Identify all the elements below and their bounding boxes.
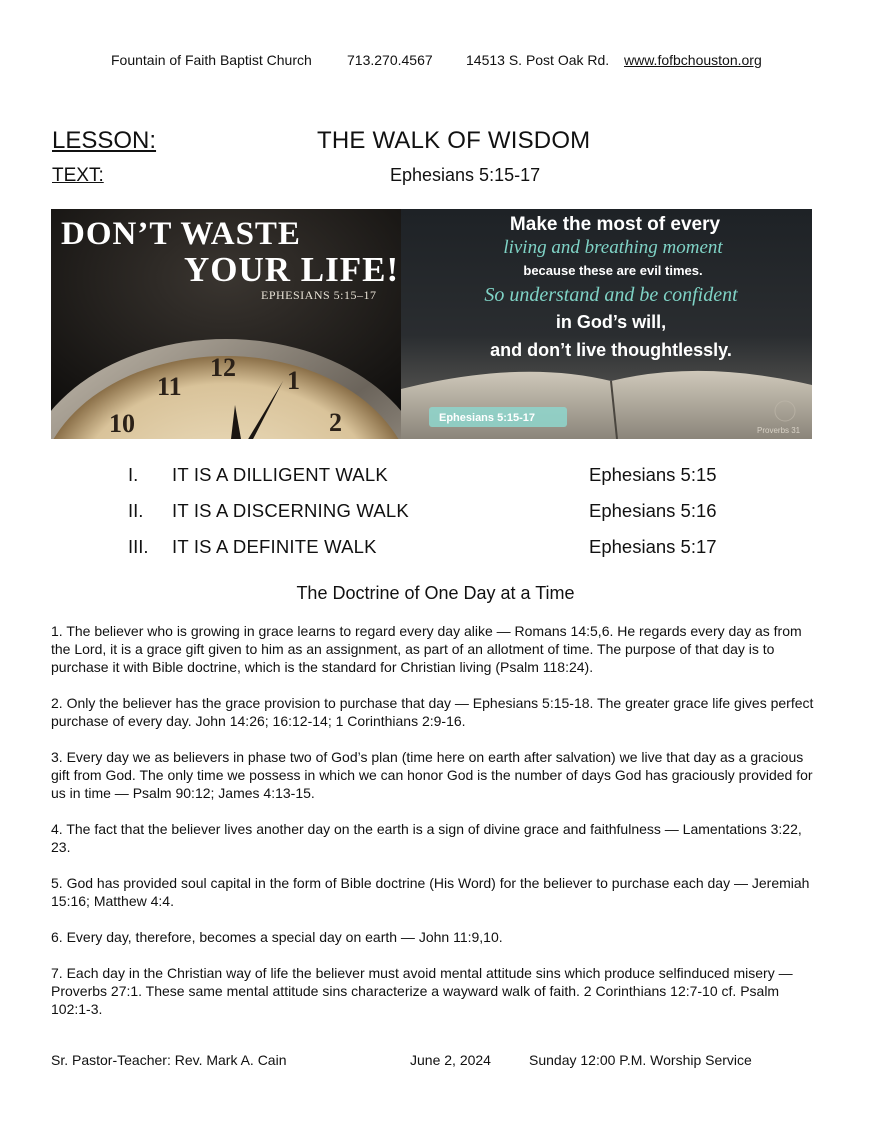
church-phone: 713.270.4567 [347,52,433,68]
verse-line-4: So understand and be confident [484,284,738,306]
footer-date: June 2, 2024 [410,1052,491,1068]
point-reference: Ephesians 5:15 [589,464,717,485]
open-bible-pages [401,371,812,439]
church-address: 14513 S. Post Oak Rd. [466,52,610,68]
doctrine-item: 1. The believer who is growing in grace learns to regard every day alike — Romans 14:5,6. He regards every day as from the Lord, it is a grace gift given to him as an assignment, as part of an allotment of time. The purpose of that day is to purchase it with Bible doctrine, which is the standard for Christian living (Psalm 118:24). [51,623,802,675]
footer-pastor: Sr. Pastor-Teacher: Rev. Mark A. Cain [51,1052,287,1068]
doctrine-item: 7. Each day in the Christian way of life the believer must avoid mental attitude sins which produce selfinduced misery — Proverbs 27:1. These same mental attitude sins characterize a wayward walk of faith. 2 Corinthians 12:7-10 cf. Psalm 102:1-3. [51,965,793,1017]
church-name: Fountain of Faith Baptist Church [111,52,312,68]
verse-line-5: in God’s will, [555,312,667,332]
doctrine-item: 2. Only the believer has the grace provision to purchase that day — Ephesians 5:15-18. The greater grace life gives perfect purchase of every day. John 14:26; 16:12-14; 1 Corinthians 2:9-16. [51,695,814,729]
doctrine-title: The Doctrine of One Day at a Time [296,583,575,603]
point-number: III. [128,536,149,557]
doctrine-list [51,622,821,1036]
clock-number-10: 10 [109,409,135,438]
doctrine-item: 6. Every day, therefore, becomes a special day on earth — John 11:9,10. [51,929,503,945]
clock-number-1: 1 [287,366,300,395]
watermark-text: Proverbs 31 [757,426,801,435]
point-number: II. [128,500,144,521]
sermon-point [0,464,871,494]
doctrine-item: 4. The fact that the believer lives another day on the earth is a sign of divine grace and faithfulness — Lamentations 3:22, 23. [51,821,802,855]
doctrine-item: 3. Every day we as believers in phase two of God’s plan (time here on earth after salvation) we live that day as a gracious gift from God. The only time we possess in which we can honor God is the number of days God has graciously provided for us in time — Psalm 90:12; James 4:13-15. [51,749,813,801]
point-reference: Ephesians 5:17 [589,536,717,557]
footer-service: Sunday 12:00 P.M. Worship Service [529,1052,752,1068]
lesson-title: THE WALK OF WISDOM [317,127,591,154]
banner-headline-1: DON’T WASTE [61,216,301,252]
sermon-point [0,500,871,530]
point-text: IT IS A DILLIGENT WALK [172,464,388,485]
text-reference: Ephesians 5:15-17 [390,165,541,185]
point-text: IT IS A DEFINITE WALK [172,536,377,557]
clock-number-12: 12 [210,353,236,382]
banner-headline-2: YOUR LIFE! [184,250,400,289]
reference-badge-text: Ephesians 5:15-17 [439,412,535,424]
point-number: I. [128,464,139,485]
doctrine-item: 5. God has provided soul capital in the form of Bible doctrine (His Word) for the believer to purchase each day — Jeremiah 15:16; Matthew 4:4. [51,875,810,909]
sermon-point [0,536,871,566]
text-label: TEXT: [52,165,104,186]
church-website-link[interactable]: www.fofbchouston.org [624,52,762,68]
verse-line-2: living and breathing moment [503,237,723,258]
clock-number-11: 11 [157,372,182,401]
point-text: IT IS A DISCERNING WALK [172,500,409,521]
verse-line-3: because these are evil times. [523,263,703,278]
clock-number-2: 2 [329,408,342,437]
lesson-banner-image [51,209,812,439]
point-reference: Ephesians 5:16 [589,500,717,521]
banner-left-reference: EPHESIANS 5:15–17 [261,288,377,302]
verse-line-1: Make the most of every [509,214,721,235]
verse-line-6: and don’t live thoughtlessly. [490,340,732,360]
lesson-label: LESSON: [52,127,157,154]
